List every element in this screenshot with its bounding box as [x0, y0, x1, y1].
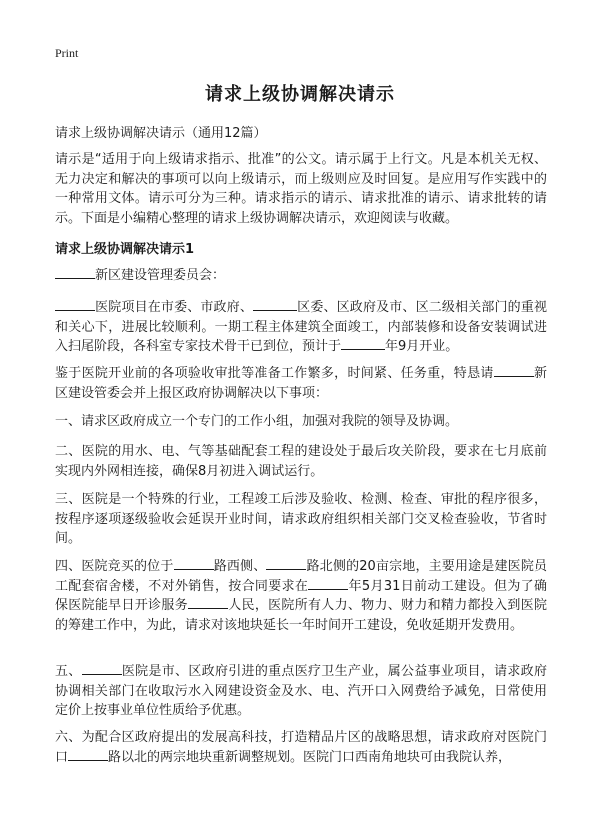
- paragraph-2: 鉴于医院开业前的各项验收审批等准备工作繁多，时间紧、任务重，特恳请 新区建设管委会并上报区政府协调解决以下事项：: [55, 366, 547, 401]
- paragraph-1: 医院项目在市委、市政府、 区委、区政府及市、区二级相关部门的重视和关心下，进展比较顺利。一期工程主体建筑全面竣工，内部装修和设备安装调试进入扫尾阶段，各科室专家技术骨干已到位，预计于 年9月开业。: [55, 300, 547, 354]
- blank-field: [253, 298, 297, 311]
- item-6: 六、为配合区政府提出的发展高科技，打造精品片区的战略思想，请求政府对医院门口 路以北的两宗地块重新调整规划。医院门口西南角地块可由我院认养，: [55, 730, 547, 765]
- print-link[interactable]: Print: [55, 46, 79, 60]
- item-4: 四、医院竞买的位于 路西侧、 路北侧的20亩宗地，主要用途是建医院员工配套宿舍楼，不对外销售，按合同要求在 年5月31日前动工建设。但为了确保医院能早日开诊服务 人民，医院所有人力、物力、财力和精力都投入到医院的筹建工作中，为此，请求对该地块延长一年时间开工建设，免收延期开发费用。: [55, 559, 547, 633]
- intro-paragraph: 请示是“适用于向上级请求指示、批准”的公文。请示属于上行文。凡是本机关无权、无力决定和解决的事项可以向上级请示，而上级则应及时回复。是应用写作实践中的一种常用文体。请示可分为三种。请求指示的请示、请求批准的请示、请求批转的请示。下面是小编精心整理的请求上级协调解决请示，欢迎阅读与收藏。: [55, 152, 547, 226]
- blank-field: [308, 577, 348, 590]
- page-title: 请求上级协调解决请示: [205, 84, 395, 105]
- blank-field: [341, 337, 385, 350]
- blank-field: [174, 557, 214, 570]
- blank-field: [266, 557, 306, 570]
- blank-field: [55, 298, 95, 311]
- item-5: 五、 医院是市、区政府引进的重点医疗卫生产业，属公益事业项目，请求政府协调相关部门在收取污水入网建设资金及水、电、汽开口入网费给予减免，日常使用定价上按事业单位性质给予优惠。: [55, 664, 547, 718]
- salutation: 新区建设管理委员会：: [55, 266, 547, 286]
- blank-field: [82, 662, 122, 675]
- item-1: 一、请求区政府成立一个专门的工作小组，加强对我院的领导及协调。: [55, 414, 459, 429]
- subtitle: 请求上级协调解决请示（通用12篇）: [55, 126, 267, 141]
- blank-field: [68, 748, 108, 761]
- item-2: 二、医院的用水、电、气等基础配套工程的建设处于最后攻关阶段，要求在七月底前实现内外网相连接，确保8月初进入调试运行。: [55, 444, 547, 479]
- section-heading: 请求上级协调解决请示1: [55, 242, 195, 257]
- blank-field: [55, 266, 95, 279]
- item-3: 三、医院是一个特殊的行业，工程竣工后涉及验收、检测、检查、审批的程序很多，按程序逐项逐级验收会延误开业时间，请求政府组织相关部门交叉检查验收，节省时间。: [55, 492, 547, 546]
- blank-field: [188, 596, 228, 609]
- blank-field: [494, 364, 534, 377]
